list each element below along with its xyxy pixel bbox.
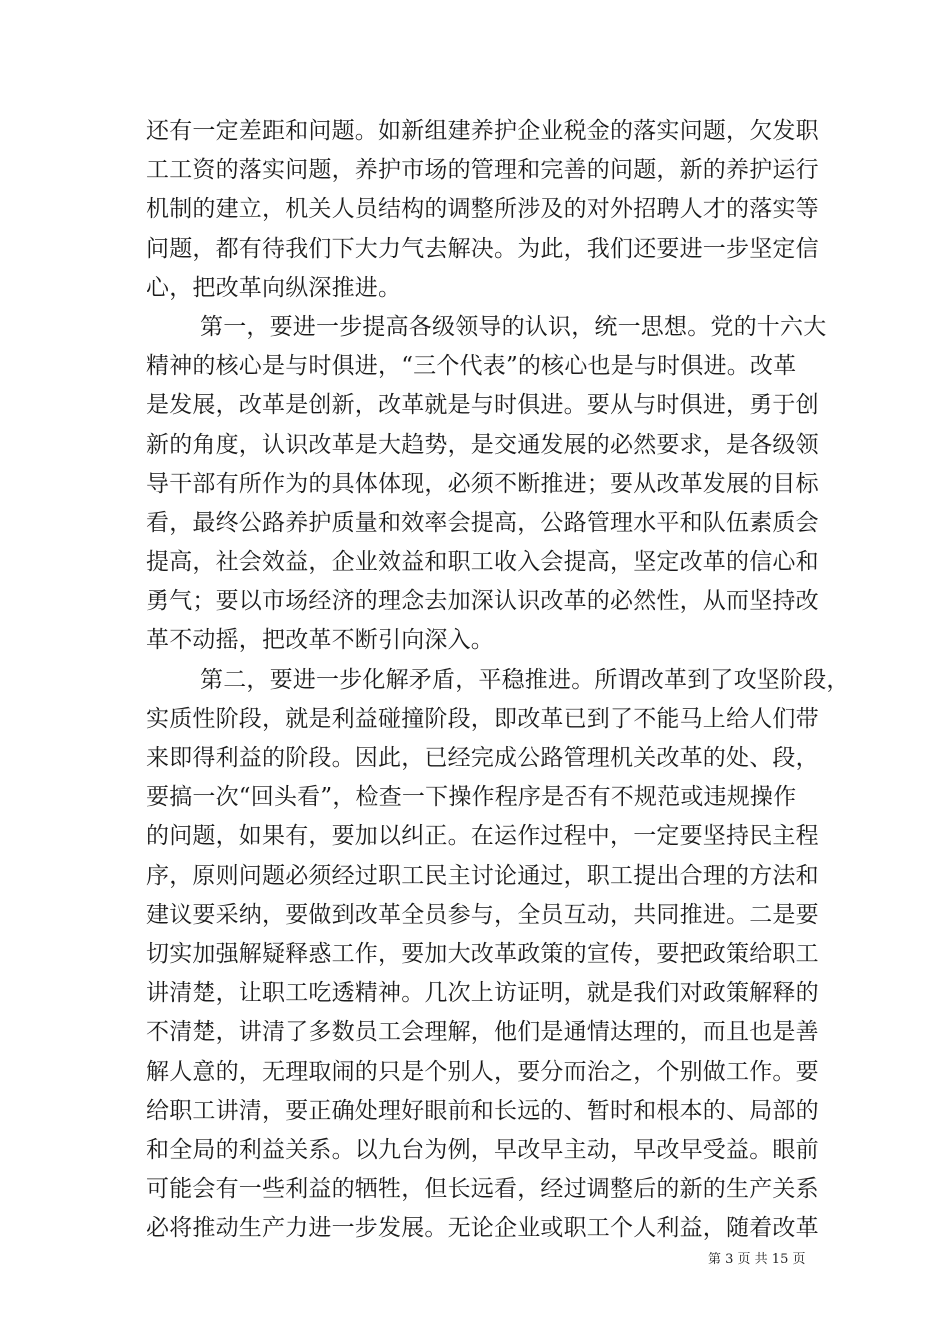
text-line: 是发展，改革是创新，改革就是与时俱进。要从与时俱进，勇于创 <box>146 392 819 419</box>
text-line: 序，原则问题必须经过职工民主讨论通过，职工提出合理的方法和 <box>146 862 819 889</box>
text-line: 工工资的落实问题，养护市场的管理和完善的问题，新的养护运行 <box>146 157 819 184</box>
text-line: 的问题，如果有，要加以纠正。在运作过程中，一定要坚持民主程 <box>146 823 819 850</box>
text-line: 不清楚，讲清了多数员工会理解，他们是通情达理的，而且也是善 <box>146 1019 819 1046</box>
text-line: 给职工讲清，要正确处理好眼前和长远的、暂时和根本的、局部的 <box>146 1097 819 1124</box>
text-line: 机制的建立，机关人员结构的调整所涉及的对外招聘人才的落实等 <box>146 196 819 223</box>
paragraph-first-line: 第一，要进一步提高各级领导的认识，统一思想。党的十六大 <box>200 313 827 340</box>
text-line: 心，把改革向纵深推进。 <box>146 274 402 301</box>
text-line: 革不动摇，把改革不断引向深入。 <box>146 627 494 654</box>
text-line: 还有一定差距和问题。如新组建养护企业税金的落实问题，欠发职 <box>146 118 819 144</box>
text-line: 讲清楚，让职工吃透精神。几次上访证明，就是我们对政策解释的 <box>146 980 819 1007</box>
body-text <box>146 112 850 1248</box>
text-line: 必将推动生产力进一步发展。无论企业或职工个人利益，随着改革 <box>146 1215 819 1242</box>
text-line: 解人意的，无理取闹的只是个别人，要分而治之，个别做工作。要 <box>146 1058 819 1085</box>
text-line: 实质性阶段，就是利益碰撞阶段，即改革已到了不能马上给人们带 <box>146 705 819 732</box>
text-line: 来即得利益的阶段。因此，已经完成公路管理机关改革的处、段， <box>146 745 819 771</box>
page-number: 第 3 页 共 15 页 <box>708 1252 806 1267</box>
text-line: 可能会有一些利益的牺牲，但长远看，经过调整后的新的生产关系 <box>146 1176 819 1203</box>
text-line: 精神的核心是与时俱进，“三个代表”的核心也是与时俱进。改革 <box>146 353 797 380</box>
text-line: 勇气；要以市场经济的理念去加深认识改革的必然性，从而坚持改 <box>146 588 819 615</box>
text-line: 和全局的利益关系。以九台为例，早改早主动，早改早受益。眼前 <box>146 1136 819 1163</box>
text-line: 切实加强解疑释惑工作，要加大改革政策的宣传，要把政策给职工 <box>146 940 819 967</box>
text-line: 建议要采纳，要做到改革全员参与，全员互动，共同推进。二是要 <box>146 901 819 928</box>
text-line: 导干部有所作为的具体体现，必须不断推进；要从改革发展的目标 <box>146 470 819 497</box>
text-line: 新的角度，认识改革是大趋势，是交通发展的必然要求，是各级领 <box>146 431 819 458</box>
paragraph-first-line: 第二，要进一步化解矛盾，平稳推进。所谓改革到了攻坚阶段， <box>200 666 850 693</box>
text-line: 提高，社会效益，企业效益和职工收入会提高，坚定改革的信心和 <box>146 549 819 576</box>
text-line: 问题，都有待我们下大力气去解决。为此，我们还要进一步坚定信 <box>146 235 819 262</box>
text-line: 要搞一次“回头看”，检查一下操作程序是否有不规范或违规操作 <box>146 784 797 811</box>
text-line: 看，最终公路养护质量和效率会提高，公路管理水平和队伍素质会 <box>146 509 819 536</box>
